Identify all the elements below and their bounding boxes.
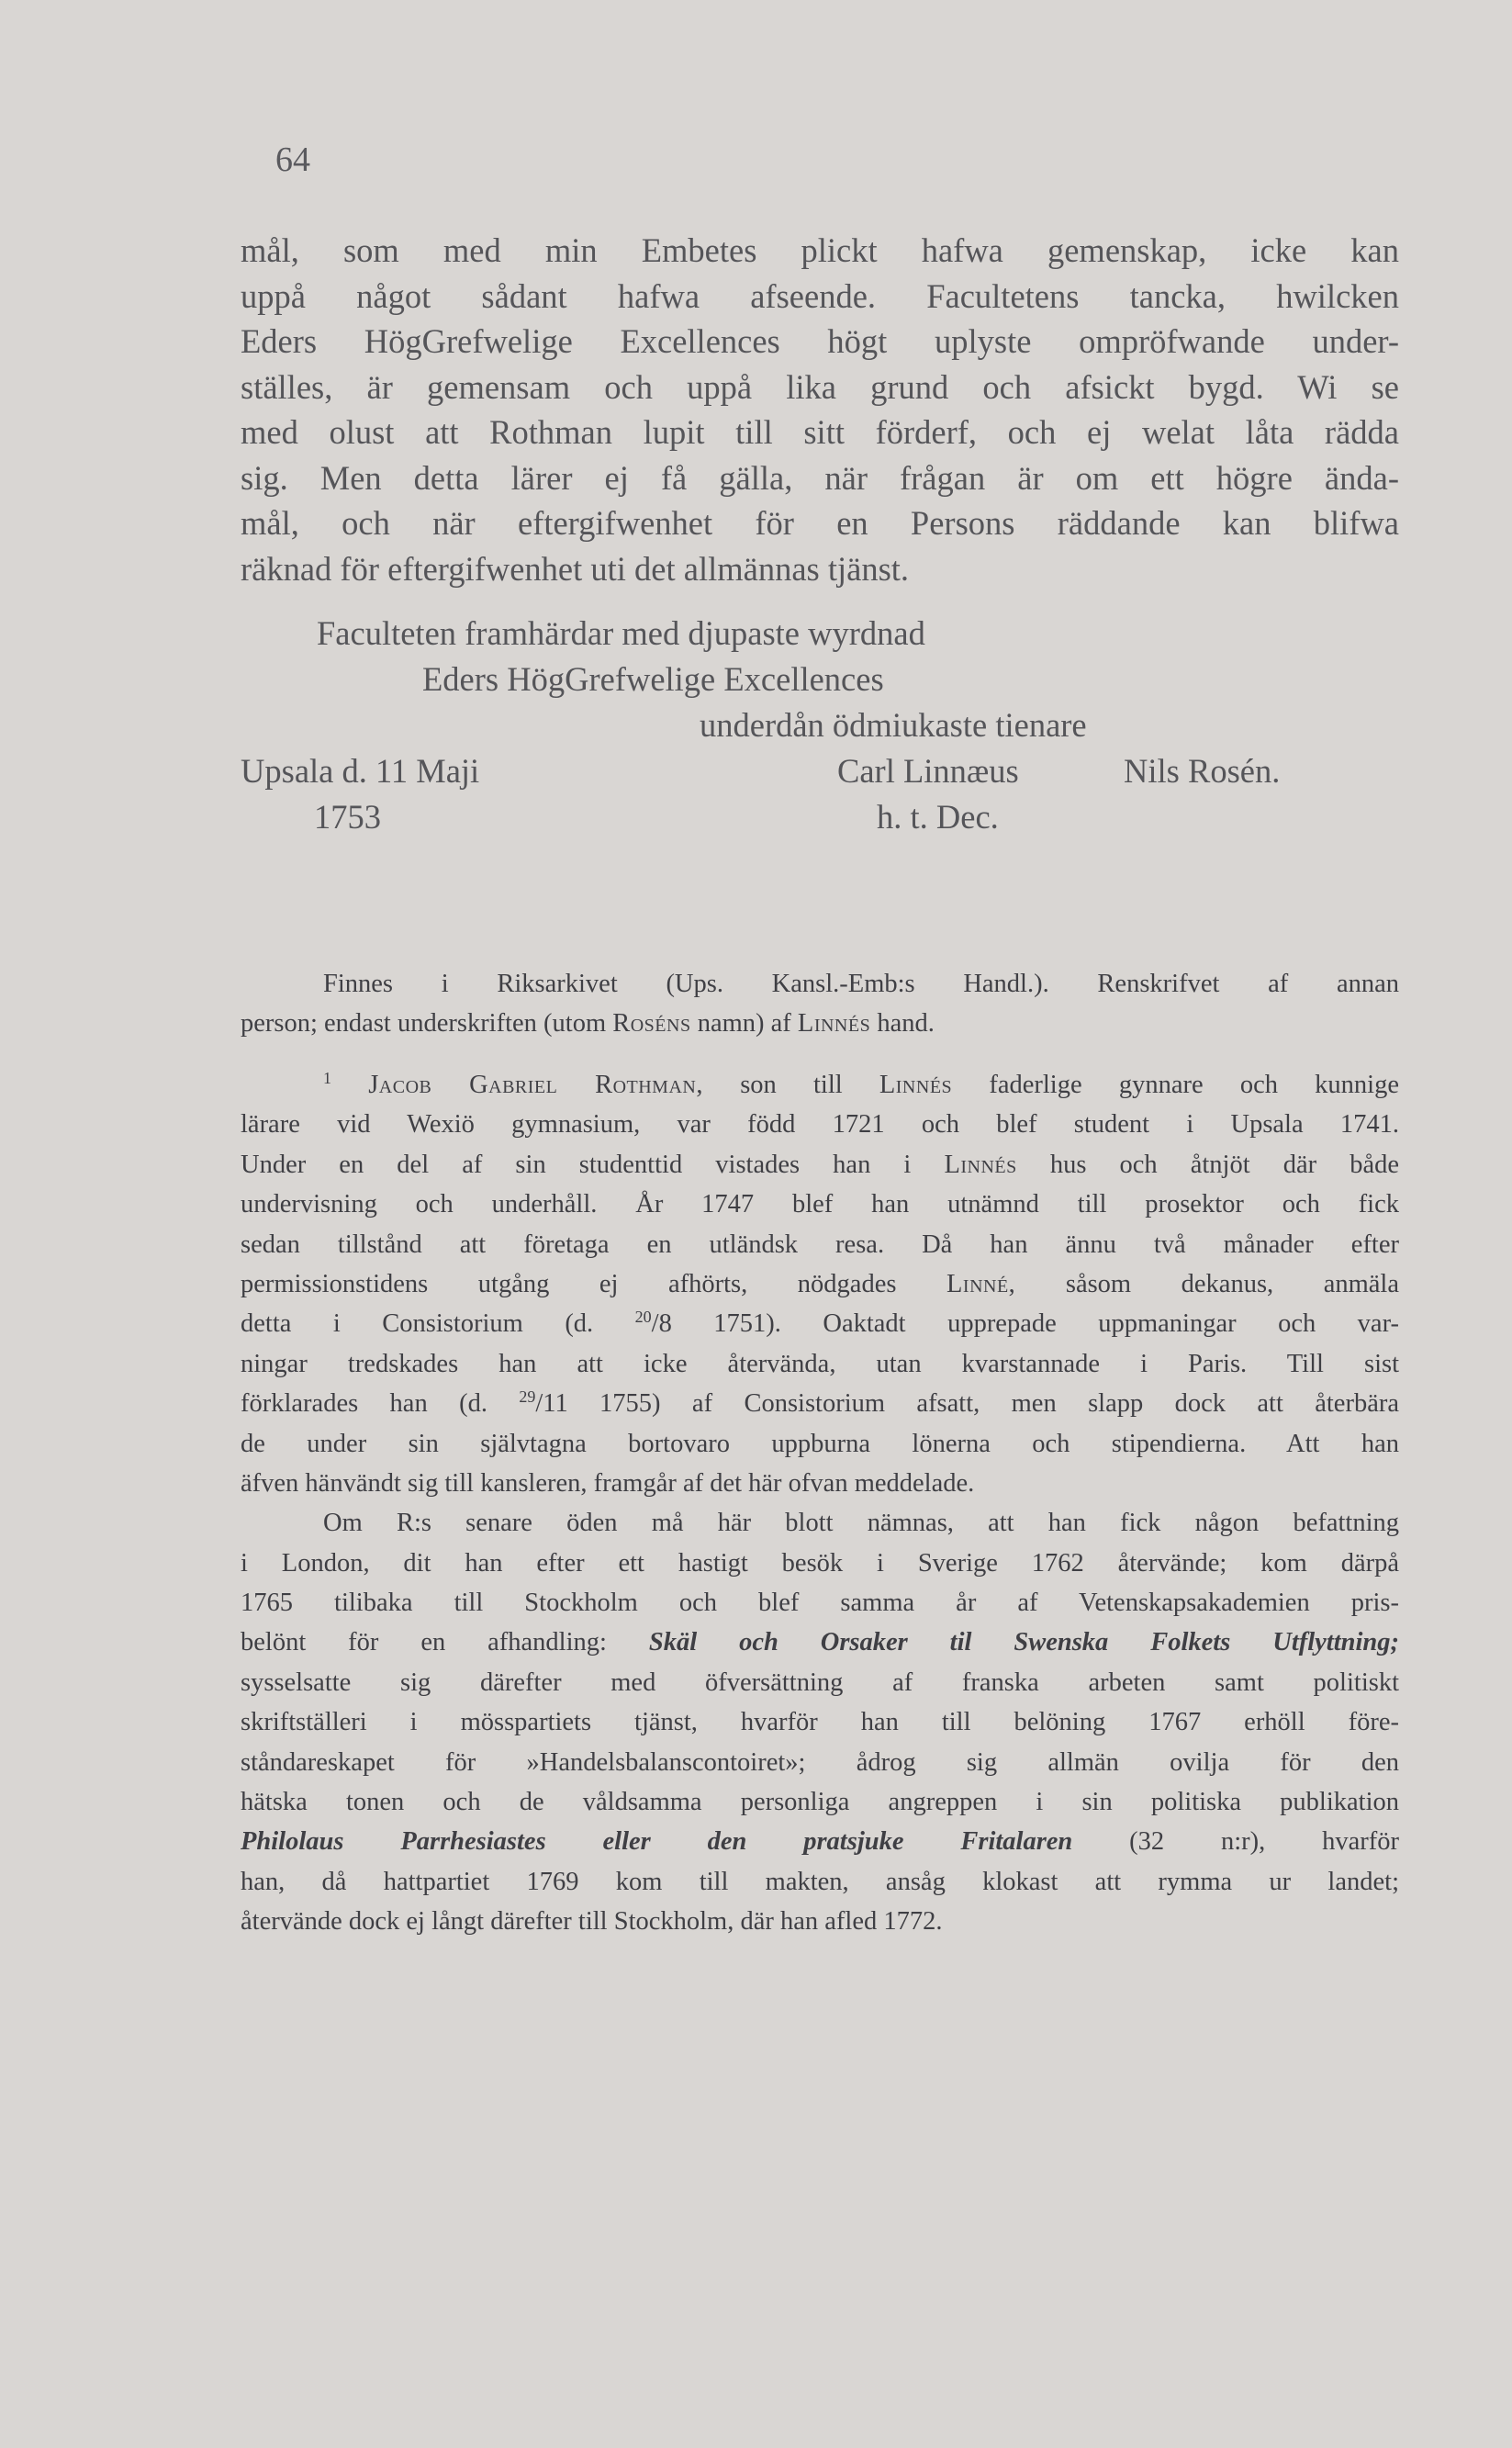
footnote-line: 1765 tilibaka till Stockholm och blef samma år af Vetenskapsakademien pris- (241, 1589, 1399, 1618)
letter-line: Eders HögGrefwelige Excellences högt uplyste ompröfwande under- (241, 322, 1399, 360)
signature-title: h. t. Dec. (877, 798, 999, 836)
source-note-line: person; endast underskriften (utom Roséns namn) af Linnés hand. (241, 1009, 935, 1039)
footnote-line: belönt för en afhandling: Skäl och Orsaker til Swenska Folkets Utflyttning; (241, 1628, 1399, 1657)
closing-line-3: underdån ödmiukaste tienare (700, 706, 1087, 744)
footnote-line: lärare vid Wexiö gymnasium, var född 1721 och blef student i Upsala 1741. (241, 1110, 1399, 1140)
footnote-line: Philolaus Parrhesiastes eller den pratsjuke Fritalaren (32 n:r), hvarför (241, 1827, 1400, 1857)
footnote-line: han, då hattpartiet 1769 kom till makten, ansåg klokast att rymma ur landet; (241, 1867, 1399, 1896)
footnote-line: förklarades han (d. $^{29}$/11 1755) af Consistorium afsatt, men slapp dock att återbära (241, 1387, 1399, 1419)
footnote-line: $^1$ Jacob Gabriel Rothman, son till Linnés faderlige gynnare och kunnige (323, 1069, 1399, 1099)
footnote-line: i London, dit han efter ett hastigt besök i Sverige 1762 återvände; kom därpå (241, 1548, 1399, 1578)
footnote-line: sysselsatte sig därefter med öfversättning af franska arbeten samt politiskt (241, 1668, 1399, 1697)
footnote-line: sedan tillstånd att företaga en utländsk resa. Då han ännu två månader efter (241, 1230, 1399, 1259)
footnote (241, 1065, 1399, 1942)
footnote-line: hätska tonen och de våldsamma personliga angreppen i sin politiska publikation (241, 1788, 1399, 1817)
letter-line: mål, som med min Embetes plickt hafwa gemenskap, icke kan (241, 231, 1399, 269)
publication-title: Philolaus Parrhesiastes eller den pratsjuke Fritalaren (241, 1827, 1073, 1857)
footnote-line: Om R:s senare öden må här blott nämnas, att han fick någon befattning (323, 1509, 1399, 1538)
letter-line: räknad för eftergifwenhet uti det allmännas tjänst. (241, 549, 910, 588)
letter-line: uppå något sådant hafwa afseende. Facultetens tancka, hwilcken (241, 276, 1399, 315)
footnote-line: återvände dock ej långt därefter till Stockholm, där han afled 1772. (241, 1907, 943, 1937)
year: 1753 (314, 798, 381, 836)
letter-line: med olust att Rothman lupit till sitt förderf, och ej welat låta rädda (241, 413, 1399, 451)
footnote-line: ningar tredskades han att icke återvända, utan kvarstannade i Paris. Till sist (241, 1349, 1399, 1378)
source-note-line: Finnes i Riksarkivet (Ups. Kansl.-Emb:s Handl.). Renskrifvet af annan (323, 970, 1399, 998)
place-date: Upsala d. 11 Maji (241, 752, 480, 790)
footnote-marker: 1 (323, 1069, 331, 1087)
letter-line: mål, och när eftergifwenhet för en Persons räddande kan blifwa (241, 504, 1399, 542)
closing-line-2: Eders HögGrefwelige Excellences (422, 660, 884, 698)
signature-rosen: Nils Rosén. (1124, 752, 1281, 790)
page-number: 64 (275, 140, 310, 179)
footnote-line: undervisning och underhåll. År 1747 blef han utnämnd till prosektor och fick (241, 1190, 1399, 1219)
footnote-line: permissionstidens utgång ej afhörts, nödgades Linné, såsom dekanus, anmäla (241, 1269, 1399, 1298)
footnote-line: Under en del af sin studenttid vistades han i Linnés hus och åtnjöt där både (241, 1150, 1400, 1179)
footnote-line: skriftställeri i mösspartiets tjänst, hvarför han till belöning 1767 erhöll före- (241, 1708, 1399, 1737)
footnote-line: äfven hänvändt sig till kansleren, framgår af det här ofvan meddelade. (241, 1468, 975, 1498)
footnote-line: de under sin självtagna bortovaro uppburna lönerna och stipendierna. Att han (241, 1429, 1399, 1458)
closing-line-1: Faculteten framhärdar med djupaste wyrdnad (317, 614, 925, 652)
book-title: Skäl och Orsaker til Swenska Folkets Utflyttning; (648, 1628, 1399, 1657)
source-note (241, 964, 1399, 1044)
letter-line: sig. Men detta lärer ej få gälla, när frågan är om ett högre ända- (241, 458, 1399, 497)
letter-line: ställes, är gemensam och uppå lika grund och afsickt bygd. Wi se (241, 367, 1399, 406)
letter-body (241, 228, 1399, 591)
signature-linnaeus: Carl Linnæus (837, 752, 1019, 790)
footnote-line: detta i Consistorium (d. $^{20}$/8 1751). Oaktadt upprepade uppmaningar och var- (241, 1308, 1399, 1339)
footnote-line: ståndareskapet för »Handelsbalanscontoiret»; ådrog sig allmän ovilja för den (241, 1747, 1399, 1777)
